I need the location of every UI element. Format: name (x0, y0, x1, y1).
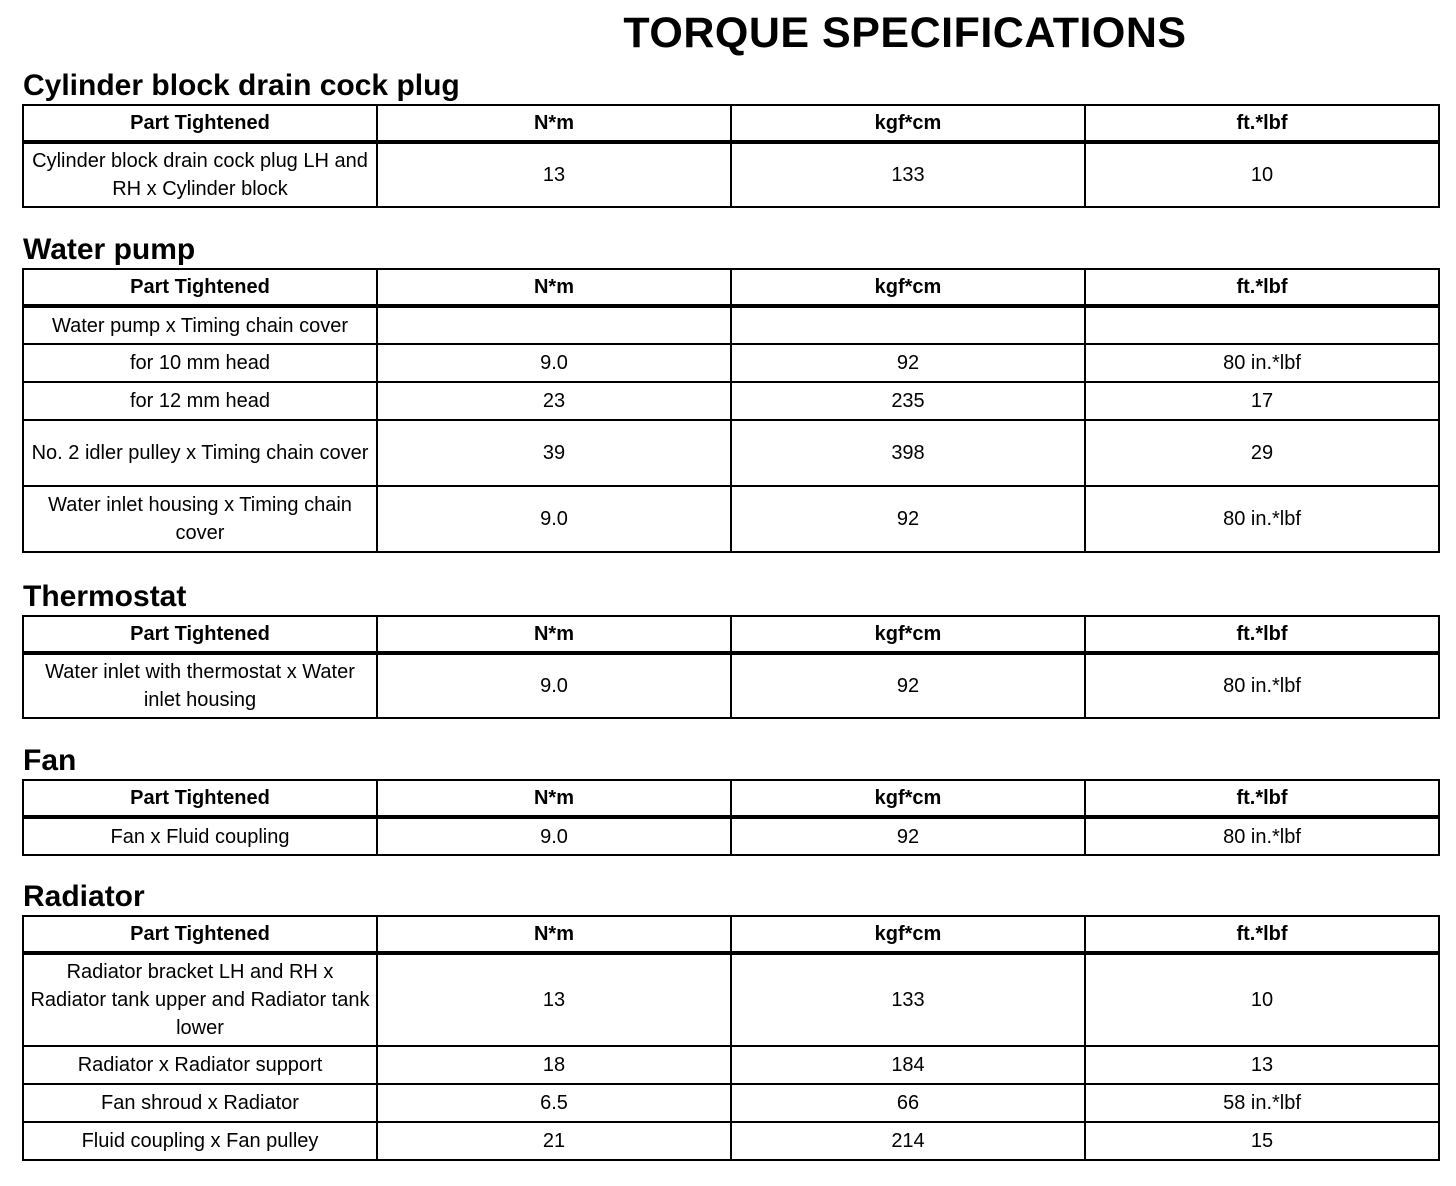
header-ft-lbf: ft.*lbf (1085, 916, 1439, 953)
section-water-pump (22, 232, 1440, 553)
cell-kgf-cm: 133 (731, 953, 1085, 1046)
table-header-row (23, 105, 1439, 142)
cell-nm: 6.5 (377, 1084, 731, 1122)
header-part-tightened: Part Tightened (23, 616, 377, 653)
table-row (23, 306, 1439, 344)
cell-part: for 12 mm head (23, 382, 377, 420)
cell-ft-lbf: 15 (1085, 1122, 1439, 1160)
cell-ft-lbf: 80 in.*lbf (1085, 486, 1439, 552)
cell-ft-lbf: 29 (1085, 420, 1439, 486)
cell-part: Radiator bracket LH and RH x Radiator tank upper and Radiator tank lower (23, 953, 377, 1046)
cell-part: Fluid coupling x Fan pulley (23, 1122, 377, 1160)
table-row (23, 1084, 1439, 1122)
table-row (23, 1046, 1439, 1084)
cell-ft-lbf (1085, 306, 1439, 344)
cell-kgf-cm (731, 306, 1085, 344)
header-nm: N*m (377, 780, 731, 817)
cell-kgf-cm: 92 (731, 817, 1085, 855)
cell-ft-lbf: 80 in.*lbf (1085, 653, 1439, 718)
section-cylinder-block-drain-cock-plug (22, 68, 1440, 208)
torque-table (22, 779, 1440, 856)
header-kgf-cm: kgf*cm (731, 780, 1085, 817)
cell-nm: 13 (377, 142, 731, 207)
cell-kgf-cm: 235 (731, 382, 1085, 420)
cell-nm: 39 (377, 420, 731, 486)
table-row (23, 382, 1439, 420)
section-title: Radiator (23, 880, 145, 913)
header-kgf-cm: kgf*cm (731, 616, 1085, 653)
section-title: Fan (23, 744, 77, 777)
cell-kgf-cm: 133 (731, 142, 1085, 207)
header-kgf-cm: kgf*cm (731, 916, 1085, 953)
cell-part: for 10 mm head (23, 344, 377, 382)
page-title: TORQUE SPECIFICATIONS (623, 9, 1187, 57)
cell-kgf-cm: 66 (731, 1084, 1085, 1122)
section-title: Cylinder block drain cock plug (23, 69, 460, 102)
section-thermostat (22, 579, 1440, 719)
cell-ft-lbf: 80 in.*lbf (1085, 344, 1439, 382)
cell-nm: 18 (377, 1046, 731, 1084)
section-fan (22, 743, 1440, 856)
cell-part: Fan x Fluid coupling (23, 817, 377, 855)
header-ft-lbf: ft.*lbf (1085, 269, 1439, 306)
table-header-row (23, 616, 1439, 653)
torque-table (22, 268, 1440, 553)
header-nm: N*m (377, 269, 731, 306)
header-part-tightened: Part Tightened (23, 105, 377, 142)
cell-kgf-cm: 92 (731, 344, 1085, 382)
cell-kgf-cm: 214 (731, 1122, 1085, 1160)
cell-part: Water pump x Timing chain cover (23, 306, 377, 344)
cell-ft-lbf: 17 (1085, 382, 1439, 420)
table-header-row (23, 916, 1439, 953)
cell-part: Radiator x Radiator support (23, 1046, 377, 1084)
cell-nm: 23 (377, 382, 731, 420)
section-radiator (22, 879, 1440, 1161)
table-row (23, 486, 1439, 552)
table-row (23, 953, 1439, 1046)
header-ft-lbf: ft.*lbf (1085, 616, 1439, 653)
cell-ft-lbf: 80 in.*lbf (1085, 817, 1439, 855)
cell-ft-lbf: 10 (1085, 142, 1439, 207)
torque-table (22, 615, 1440, 719)
cell-nm: 9.0 (377, 344, 731, 382)
table-row (23, 817, 1439, 855)
table-row (23, 344, 1439, 382)
header-kgf-cm: kgf*cm (731, 105, 1085, 142)
cell-part: Water inlet with thermostat x Water inlet housing (23, 653, 377, 718)
cell-ft-lbf: 13 (1085, 1046, 1439, 1084)
cell-part: Fan shroud x Radiator (23, 1084, 377, 1122)
table-row (23, 142, 1439, 207)
cell-ft-lbf: 58 in.*lbf (1085, 1084, 1439, 1122)
cell-ft-lbf: 10 (1085, 953, 1439, 1046)
header-ft-lbf: ft.*lbf (1085, 105, 1439, 142)
cell-kgf-cm: 92 (731, 653, 1085, 718)
section-title: Water pump (23, 233, 196, 266)
cell-part: No. 2 idler pulley x Timing chain cover (23, 420, 377, 486)
header-part-tightened: Part Tightened (23, 780, 377, 817)
table-header-row (23, 780, 1439, 817)
table-row (23, 1122, 1439, 1160)
header-nm: N*m (377, 105, 731, 142)
header-part-tightened: Part Tightened (23, 916, 377, 953)
header-nm: N*m (377, 916, 731, 953)
cell-nm: 9.0 (377, 653, 731, 718)
cell-nm: 9.0 (377, 486, 731, 552)
section-title: Thermostat (23, 580, 187, 613)
cell-kgf-cm: 184 (731, 1046, 1085, 1084)
cell-part: Water inlet housing x Timing chain cover (23, 486, 377, 552)
cell-nm: 13 (377, 953, 731, 1046)
cell-nm: 9.0 (377, 817, 731, 855)
torque-table (22, 915, 1440, 1161)
header-nm: N*m (377, 616, 731, 653)
header-kgf-cm: kgf*cm (731, 269, 1085, 306)
table-row (23, 653, 1439, 718)
cell-nm: 21 (377, 1122, 731, 1160)
torque-table (22, 104, 1440, 208)
cell-kgf-cm: 92 (731, 486, 1085, 552)
table-header-row (23, 269, 1439, 306)
header-ft-lbf: ft.*lbf (1085, 780, 1439, 817)
table-row (23, 420, 1439, 486)
cell-nm (377, 306, 731, 344)
header-part-tightened: Part Tightened (23, 269, 377, 306)
cell-part: Cylinder block drain cock plug LH and RH x Cylinder block (23, 142, 377, 207)
cell-kgf-cm: 398 (731, 420, 1085, 486)
